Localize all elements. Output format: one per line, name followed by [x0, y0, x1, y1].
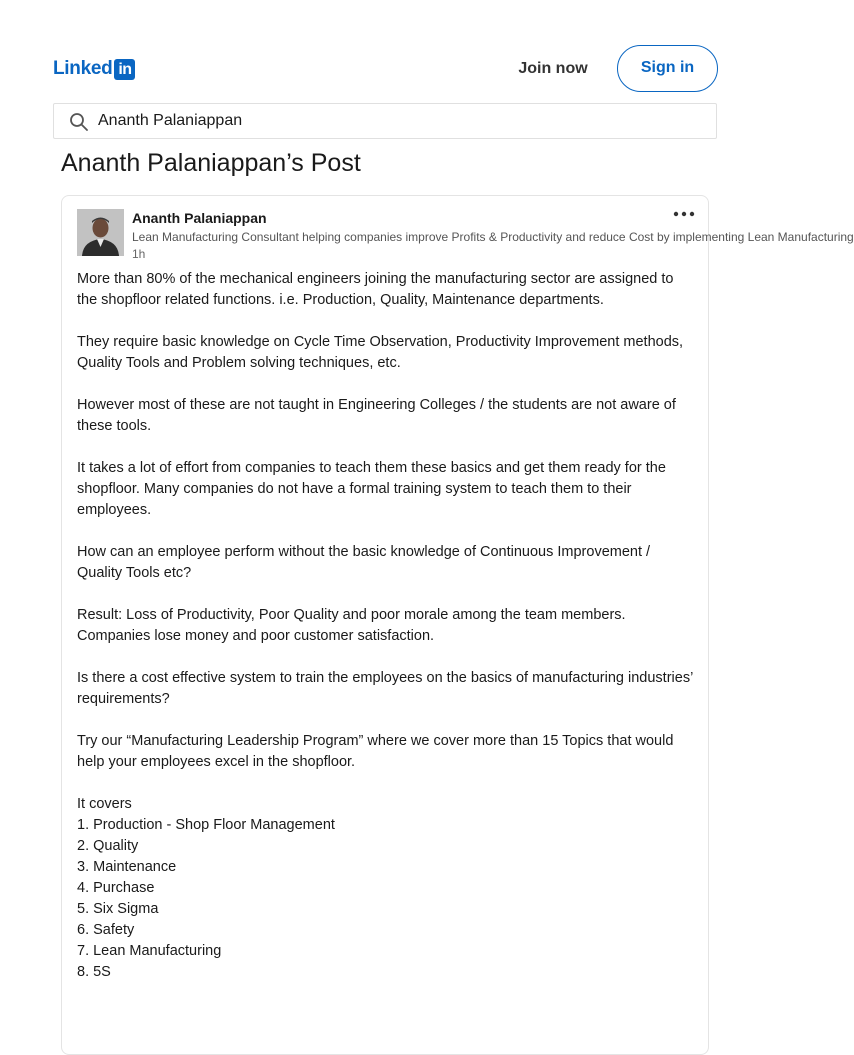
logo-in-box: in	[114, 59, 135, 80]
topic-item: 6. Safety	[77, 922, 135, 938]
topic-item: 3. Maintenance	[77, 859, 177, 875]
post-card	[61, 195, 854, 1055]
top-navigation	[0, 0, 768, 100]
post-paragraph: Is there a cost effective system to train the employees on the basics of manufacturing industries’ requirements?	[77, 670, 693, 707]
post-timestamp: 1h	[132, 247, 146, 261]
post-paragraph: More than 80% of the mechanical engineers joining the manufacturing sector are assigned to the shopfloor related functions. i.e. Production, Quality, Maintenance departments.	[77, 271, 674, 308]
post-paragraph: Result: Loss of Productivity, Poor Quality and poor morale among the team members. Companies lose money and poor customer satisfaction.	[77, 607, 626, 644]
topic-item: 8. 5S	[77, 964, 111, 980]
topic-item: 4. Purchase	[77, 880, 155, 896]
post-paragraph: Try our “Manufacturing Leadership Program” where we cover more than 15 Topics that would help your employees excel in the shopfloor.	[77, 733, 674, 770]
topic-item: 5. Six Sigma	[77, 901, 159, 917]
topic-item: 2. Quality	[77, 838, 139, 854]
post-body	[77, 269, 697, 983]
logo-wordmark: Linked	[53, 58, 113, 79]
author-headline: Lean Manufacturing Consultant helping companies improve Profits & Productivity and reduce Cost by implementing Lean Manufacturing	[132, 230, 854, 244]
search-icon	[69, 112, 89, 132]
topics-list	[77, 794, 697, 983]
join-now-link[interactable]: Join now	[518, 60, 588, 77]
search-input[interactable]	[98, 104, 698, 138]
topic-item: 1. Production - Shop Floor Management	[77, 817, 335, 833]
post-paragraph: They require basic knowledge on Cycle Time Observation, Productivity Improvement methods, Quality Tools and Problem solving techniques, etc.	[77, 334, 684, 371]
post-paragraph: How can an employee perform without the basic knowledge of Continuous Improvement / Quality Tools etc?	[77, 544, 651, 581]
page-title: Ananth Palaniappan’s Post	[61, 149, 361, 177]
more-horizontal-icon[interactable]	[672, 207, 696, 221]
author-avatar[interactable]	[77, 209, 124, 256]
avatar-portrait	[77, 209, 124, 256]
post-paragraph: It takes a lot of effort from companies to teach them these basics and get them ready for the shopfloor. Many companies do not have a formal training system to teach them to their employees.	[77, 460, 666, 518]
sign-in-button[interactable]: Sign in	[617, 45, 718, 92]
search-bar[interactable]	[53, 103, 717, 139]
linkedin-logo[interactable]	[53, 58, 135, 80]
author-name[interactable]: Ananth Palaniappan	[132, 210, 267, 226]
topics-intro: It covers	[77, 796, 132, 812]
topic-item: 7. Lean Manufacturing	[77, 943, 222, 959]
post-paragraph: However most of these are not taught in Engineering Colleges / the students are not aware of these tools.	[77, 397, 676, 434]
